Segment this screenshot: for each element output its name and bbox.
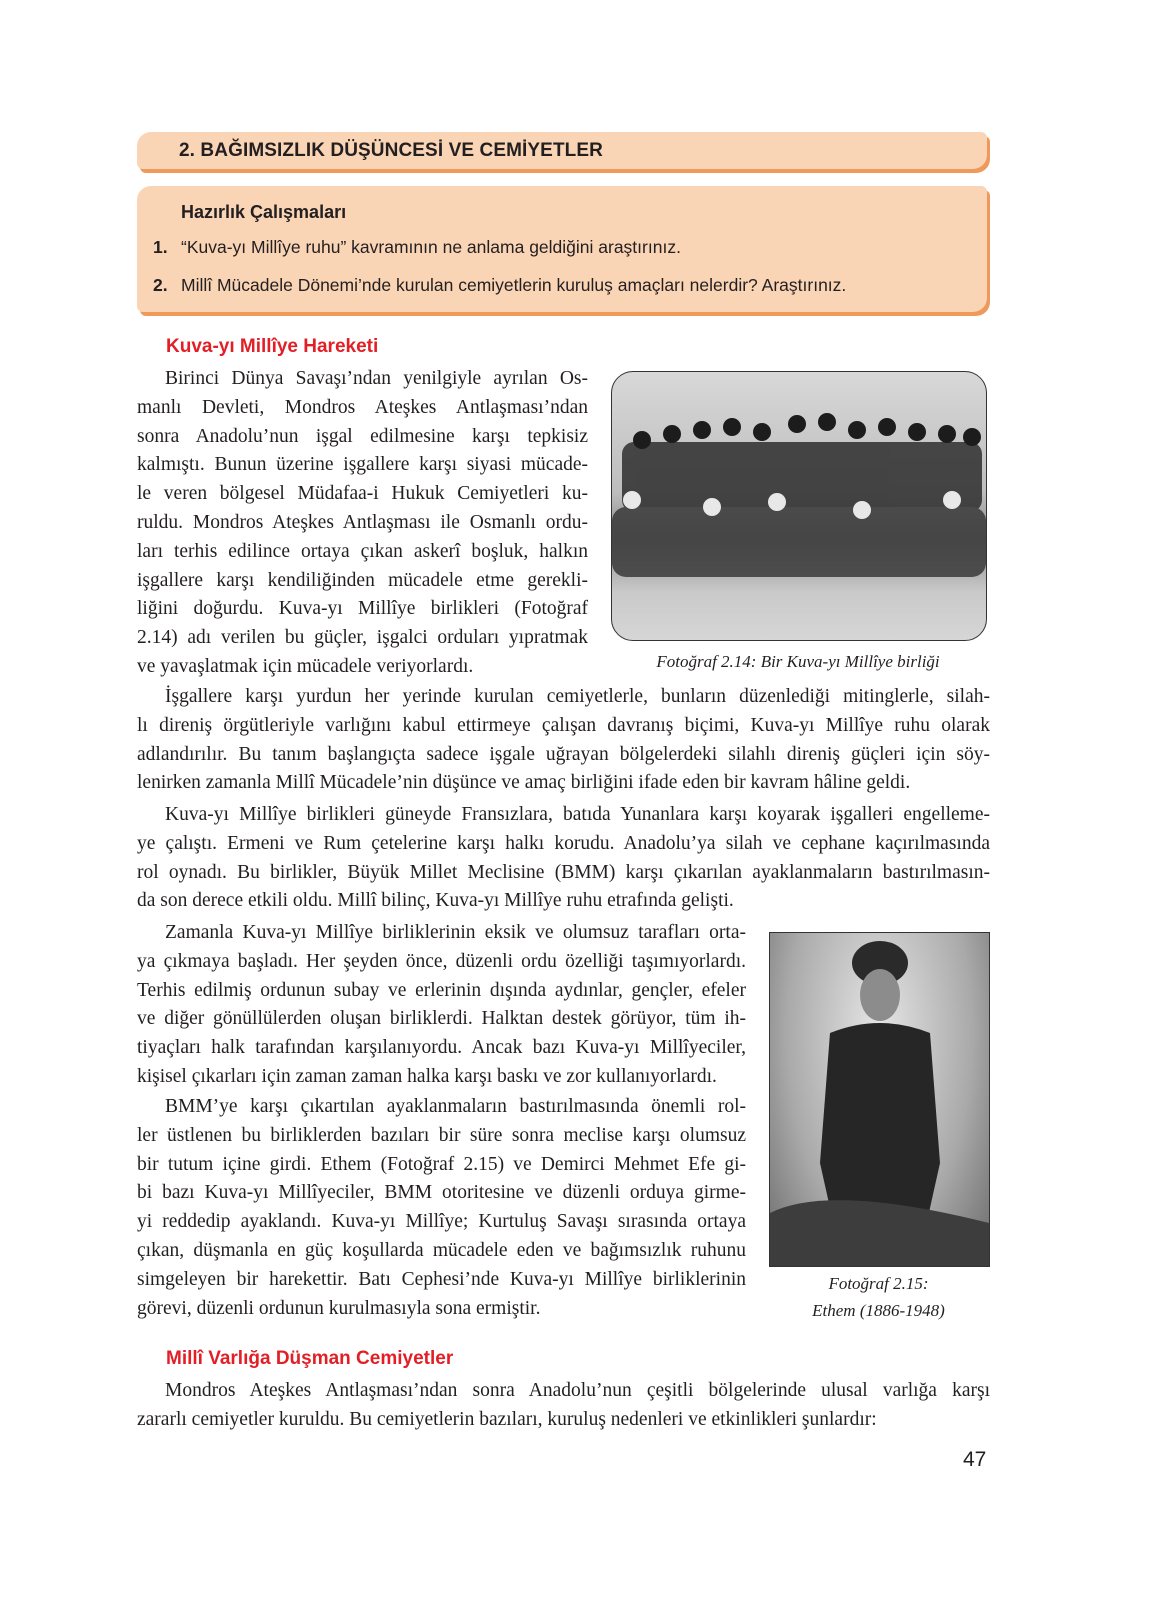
text-line: ler üstlenen bu birliklerden bazıları bir süre sonra meclise karşı olumsuz [137,1124,746,1146]
text-line: lı direniş örgütleriyle varlığını kabul ettirmeye çalışan davranış biçimi, Kuva-yı Millîye ruhu olarak [137,714,990,736]
text-line: görevi, düzenli ordunun kurulmasıyla sona ermiştir. [137,1297,541,1319]
text-line: ları terhis edilince ortaya çıkan askerî boşluk, halkın [137,540,588,562]
text-line: bir tutum içine girdi. Ethem (Fotoğraf 2.15) ve Demirci Mehmet Efe gi- [137,1153,746,1175]
text-line: liğini doğurdu. Kuva-yı Millîye birlikleri (Fotoğraf [137,598,588,620]
text-line: adlandırılır. Bu tanım başlangıçta sadece işgale uğrayan bölgelerdeki silahlı direniş güçleri için söy- [137,743,990,765]
text-line: ya çıkmaya başladı. Her şeyden önce, düzenli ordu özelliği taşımıyorlardı. [137,950,746,972]
text-line: zararlı cemiyetler kuruldu. Bu cemiyetlerin bazıları, kuruluş nedenleri ve etkinlikleri şunlardır: [137,1408,877,1430]
photo-ethem [769,932,990,1267]
text-line: Mondros Ateşkes Antlaşması’ndan sonra Anadolu’nun çeşitli bölgelerinde ulusal varlığa karşı [165,1380,990,1401]
paragraph-1 [137,365,588,682]
text-line: Kuva-yı Millîye birlikleri güneyde Fransızlara, batıda Yunanlara karşı koyarak işgalleri engelleme- [165,804,990,825]
heading-kuvayi-milliye: Kuva-yı Millîye Hareketi [166,336,379,357]
preparation-title: Hazırlık Çalışmaları [181,202,347,222]
text-line: Birinci Dünya Savaşı’ndan yenilgiyle ayrılan Os- [165,368,588,389]
photo2-caption-line2: Ethem (1886-1948) [812,1301,945,1320]
preparation-item [153,237,681,258]
text-line: ruldu. Mondros Ateşkes Antlaşması ile Osmanlı ordu- [137,511,588,533]
photo1-caption: Fotoğraf 2.14: Bir Kuva-yı Millîye birliği [656,652,940,671]
paragraph-3 [137,801,990,916]
preparation-box [137,186,987,312]
paragraph-2 [137,683,990,798]
text-line: yi reddedip ayaklandı. Kuva-yı Millîye; Kurtuluş Savaşı sırasında ortaya [137,1211,746,1233]
text-line: da son derece etkili oldu. Millî bilinç, Kuva-yı Millîye ruhu etrafında gelişti. [137,890,734,912]
item-text: “Kuva-yı Millîye ruhu” kavramının ne anlama geldiğini araştırınız. [181,237,681,257]
heading-hostile-societies: Millî Varlığa Düşman Cemiyetler [166,1348,454,1369]
text-line: Zamanla Kuva-yı Millîye birliklerinin eksik ve olumsuz tarafları orta- [165,922,746,943]
text-line: kalmıştı. Bunun üzerine işgallere karşı siyasi mücade- [137,454,588,476]
text-line: sonra Anadolu’nun işgal edilmesine karşı tepkisiz [137,425,588,447]
text-line: bi bazı Kuva-yı Millîyeciler, BMM otoritesine ve düzenli orduya girme- [137,1182,746,1204]
paragraph-4 [137,919,746,1092]
item-number: 1. [153,237,168,257]
text-line: BMM’ye karşı çıkartılan ayaklanmaların bastırılmasında önemli rol- [165,1096,746,1117]
paragraph-5 [137,1093,746,1323]
page-number: 47 [963,1448,987,1471]
item-text: Millî Mücadele Dönemi’nde kurulan cemiyetlerin kuruluş amaçları nelerdir? Araştırınız. [181,275,847,295]
text-line: simgeleyen bir harekettir. Batı Cephesi’nde Kuva-yı Millîye birliklerinin [137,1268,746,1290]
section-title: 2. BAĞIMSIZLIK DÜŞÜNCESİ VE CEMİYETLER [179,140,603,161]
text-line: tiyaçları halk tarafından karşılanıyordu. Ancak bazı Kuva-yı Millîyeciler, [137,1037,746,1059]
text-line: ve diğer gönüllülerden oluşan birliklerdi. Halktan destek görüyor, tüm ih- [137,1008,746,1030]
text-line: ye çalıştı. Ermeni ve Rum çetelerine karşı halkı korudu. Anadolu’ya silah ve cephane kaçırılmasında [137,832,990,854]
text-line: le veren bölgesel Müdafaa-i Hukuk Cemiyetleri ku- [137,483,588,505]
text-line: manlı Devleti, Mondros Ateşkes Antlaşması’ndan [137,396,588,418]
text-line: rol oynadı. Bu birlikler, Büyük Millet Meclisine (BMM) karşı çıkarılan ayaklanmaların bastırılmasın- [137,861,990,883]
item-number: 2. [153,275,168,295]
text-line: Terhis edilmiş ordunun subay ve erlerinin dışında aydınlar, gençler, efeler [137,979,746,1001]
photo-kuvayi-milliye-unit [611,371,987,641]
text-line: İşgallere karşı yurdun her yerinde kurulan cemiyetlerle, bunların düzenlediği mitinglerle, silah- [165,686,990,707]
text-line: işgallere karşı kendiliğinden mücadele etme gerekli- [137,569,588,591]
section-title-bar [137,132,987,169]
text-line: lenirken zamanla Millî Mücadele’nin düşünce ve amaç birliğini ifade eden bir kavram hâline geldi. [137,772,911,794]
preparation-item [153,275,846,296]
text-line: kişisel çıkarları için zaman zaman halka karşı baskı ve zor kullanıyorlardı. [137,1065,717,1087]
paragraph-6 [137,1377,990,1435]
text-line: çıkan, düşmanla en güç koşullarda mücadele eden ve bağımsızlık ruhunu [137,1239,746,1261]
text-line: ve yavaşlatmak için mücadele veriyorlardı. [137,655,474,677]
photo2-caption-line1: Fotoğraf 2.15: [828,1274,929,1293]
text-line: 2.14) adı verilen bu güçler, işgalci orduları yıpratmak [137,627,588,649]
